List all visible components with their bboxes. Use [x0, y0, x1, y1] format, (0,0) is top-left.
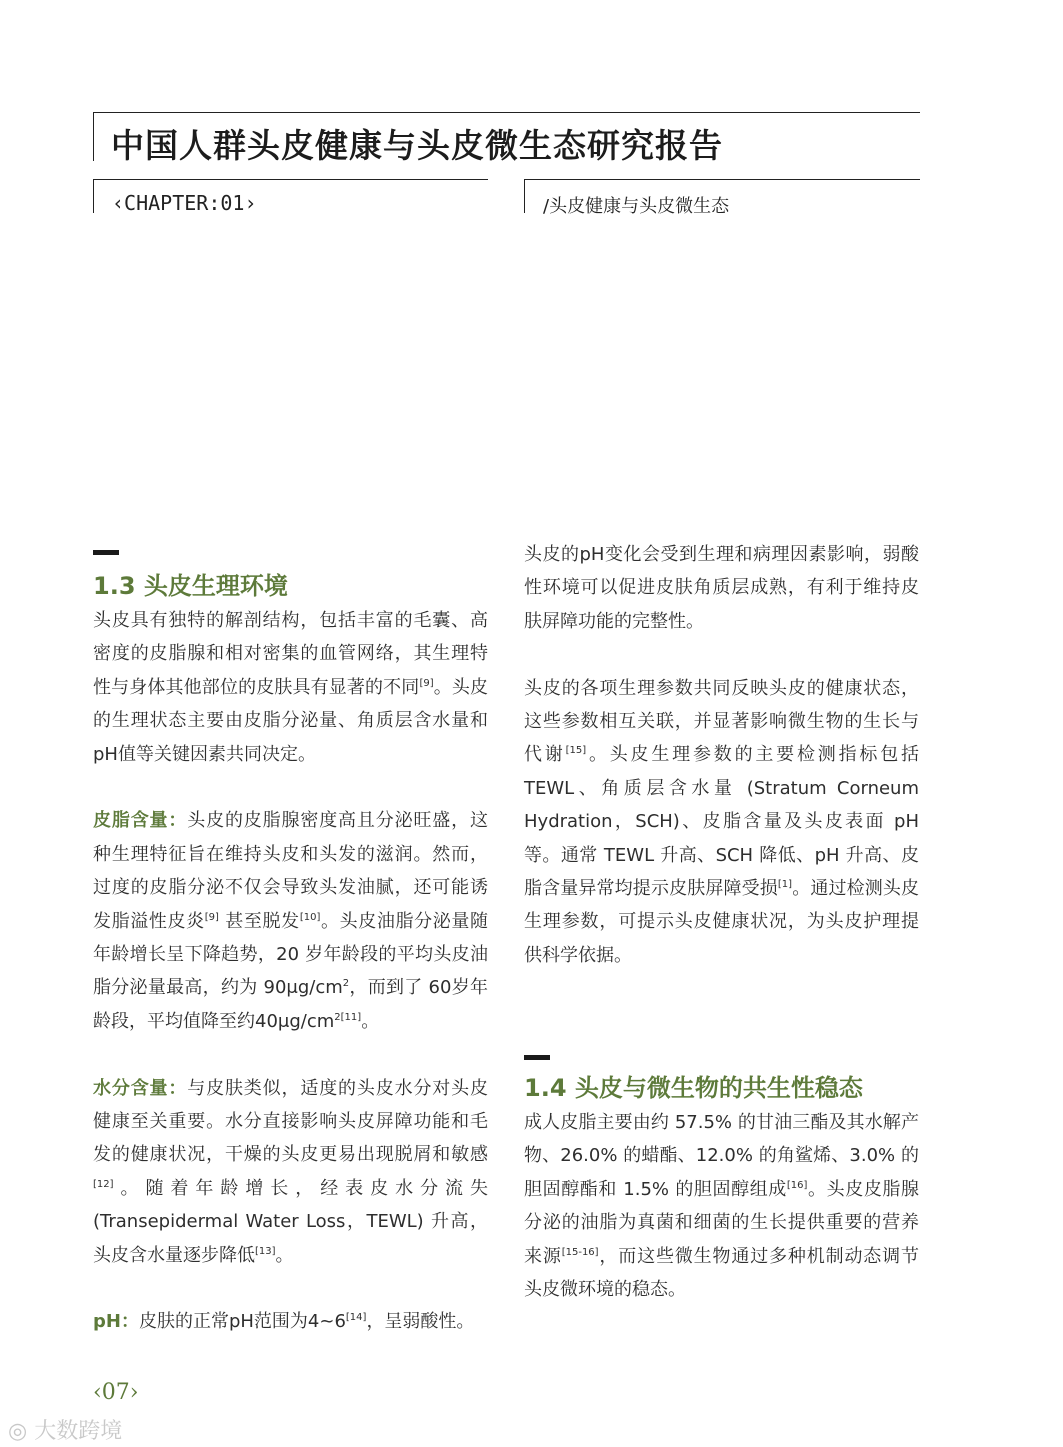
params-paragraph: 头皮的各项生理参数共同反映头皮的健康状态，这些参数相互关联，并显著影响微生物的生长与代谢[15]。头皮生理参数的主要检测指标包括 TEWL、角质层含水量 (Stratum Corneum Hydration，SCH)、皮脂含量及头皮表面 pH 等。通常 TEWL 升高、SCH 降低、pH 升高、皮脂含量异常均提示皮肤屏障受损[1]。通过检测头皮生理参数，可提示头皮健康状况，为头皮护理提供科学依据。	[524, 677, 920, 966]
sebum-paragraph: 皮脂含量：头皮的皮脂腺密度高且分泌旺盛，这种生理特征旨在维持头皮和头发的滋润。然而，过度的皮脂分泌不仅会导致头发油腻，还可能诱发脂溢性皮炎[9] 甚至脱发[10]。头皮油脂分泌量随年龄增长呈下降趋势，20 岁年龄段的平均头皮油脂分泌量最高，约为 $90\mu g/cm^2$，而到了 60岁年龄段，平均值降至约$40\mu g/cm^{2[11]}$。	[93, 810, 489, 1032]
citation: [13]	[255, 1245, 276, 1257]
ph-label: pH：	[93, 1311, 139, 1333]
superscript: 2	[342, 978, 350, 990]
section-marker-1-4	[524, 1055, 550, 1060]
chapter-subtitle: /头皮健康与头皮微生态	[543, 196, 730, 217]
citation: [15]	[565, 745, 587, 757]
intro-paragraph: 头皮具有独特的解剖结构，包括丰富的毛囊、高密度的皮脂腺和相对密集的血管网络，其生理特性与身体其他部位的皮肤具有显著的不同[9]。头皮的生理状态主要由皮脂分泌量、角质层含水量和pH值等关键因素共同决定。	[93, 610, 489, 765]
citation: [11]	[340, 1011, 362, 1023]
page-title: 中国人群头皮健康与头皮微生态研究报告	[111, 126, 723, 165]
citation: [10]	[299, 911, 321, 923]
water-paragraph: 水分含量：与皮肤类似，适度的头皮水分对头皮健康至关重要。水分直接影响头皮屏障功能和毛发的健康状况，干燥的头皮更易出现脱屑和敏感[12]。随着年龄增长，经表皮水分流失 (Transepidermal Water Loss，TEWL) 升高，头皮含水量逐步降低[13]。	[93, 1077, 488, 1266]
citation: [15-16]	[561, 1246, 599, 1258]
section-heading-1-4: 1.4 头皮与微生物的共生性稳态	[524, 1074, 863, 1102]
water-label: 水分含量：	[93, 1077, 188, 1099]
superscript: 2	[334, 1011, 341, 1023]
citation: [14]	[345, 1312, 367, 1324]
section-heading-1-3: 1.3 头皮生理环境	[93, 572, 288, 600]
ph-paragraph: pH：皮肤的正常pH范围为4~6[14]，呈弱酸性。	[93, 1311, 475, 1333]
symbiosis-paragraph: 成人皮脂主要由约 57.5% 的甘油三酯及其水解产物、26.0% 的蜡酯、12.0% 的角鲨烯、3.0% 的胆固醇酯和 1.5% 的胆固醇组成[16]。头皮皮脂腺分泌的油脂为真菌和细菌的生长提供重要的营养来源[15-16]，而这些微生物通过多种机制动态调节头皮微环境的稳态。	[524, 1112, 920, 1301]
section-1-4-body	[524, 1106, 919, 1306]
citation: [16]	[786, 1179, 808, 1191]
watermark: ◎ 大数跨境	[8, 1419, 123, 1444]
right-column	[524, 538, 919, 972]
sebum-label: 皮脂含量：	[93, 810, 188, 832]
section-marker-1-3	[93, 550, 119, 555]
ph-continued-paragraph: 头皮的pH变化会受到生理和病理因素影响，弱酸性环境可以促进皮肤角质层成熟，有利于维持皮肤屏障功能的完整性。	[524, 544, 919, 632]
citation: [9]	[204, 911, 219, 923]
page-number: ‹07›	[93, 1380, 139, 1405]
left-column	[93, 604, 488, 1339]
citation: [9]	[419, 677, 434, 689]
chapter-label: ‹CHAPTER:01›	[112, 191, 257, 215]
citation: [12]	[93, 1178, 114, 1190]
watermark-logo-icon: ◎	[8, 1419, 35, 1444]
citation: [1]	[777, 879, 793, 891]
